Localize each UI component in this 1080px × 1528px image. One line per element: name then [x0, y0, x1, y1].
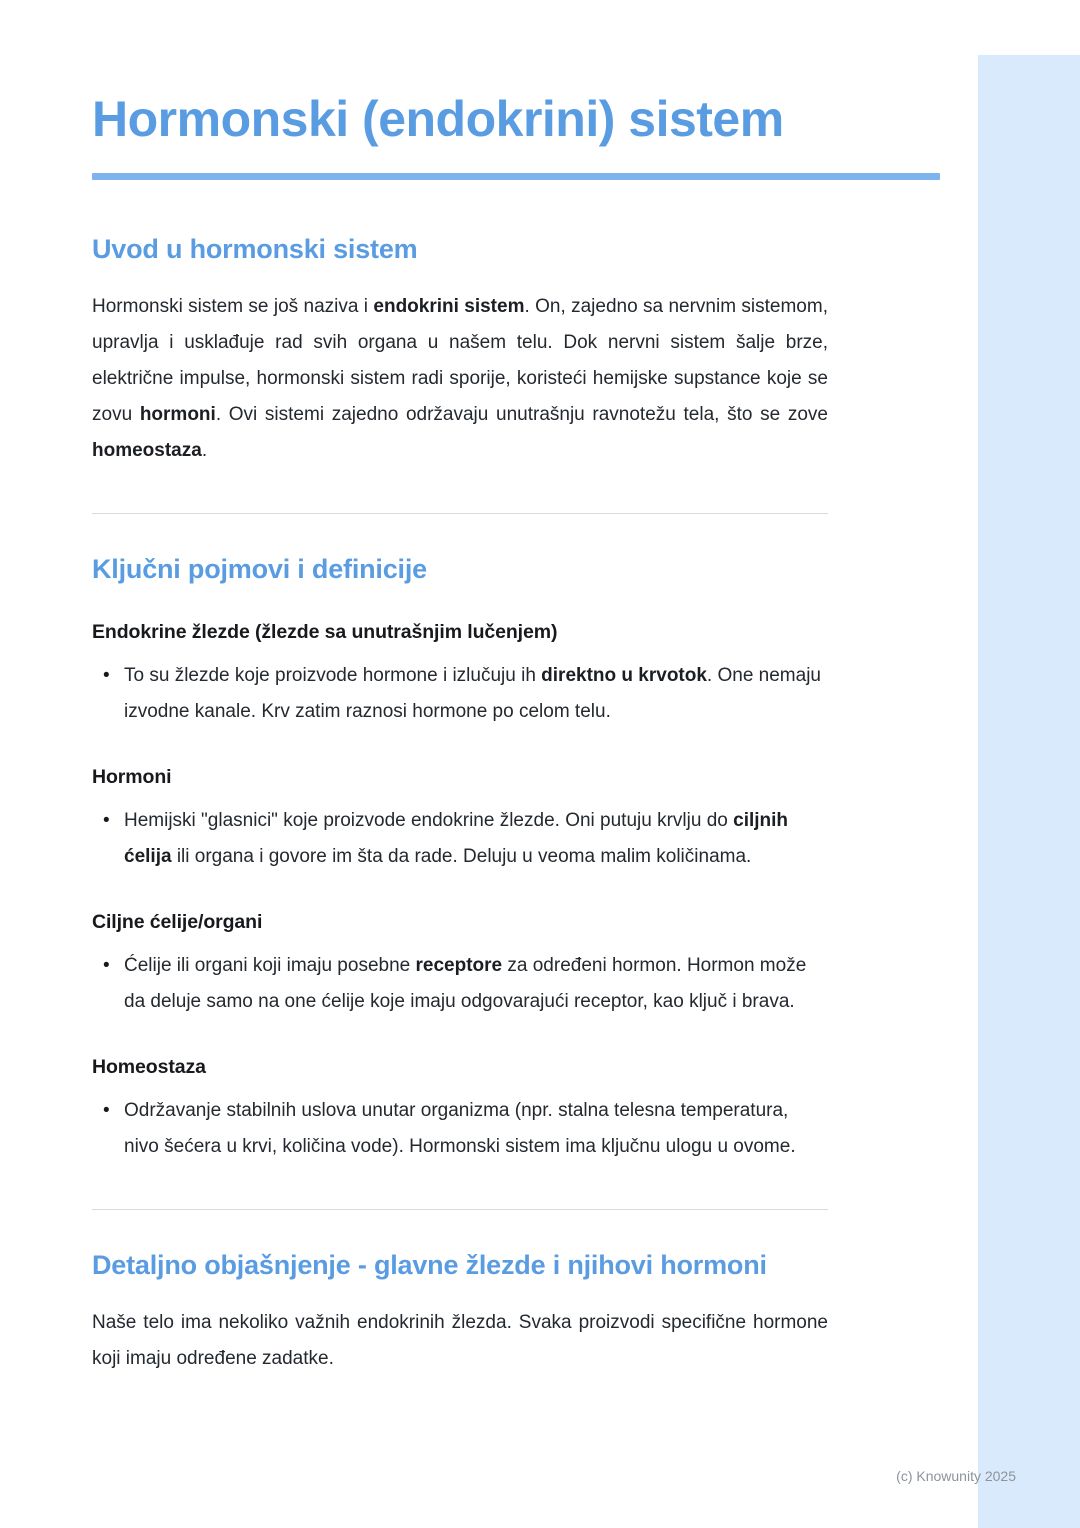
- term-heading-endokrine-zlezde: Endokrine žlezde (žlezde sa unutrašnjim lučenjem): [92, 621, 558, 643]
- definition-item: • Održavanje stabilnih uslova unutar organizma (npr. stalna telesna temperatura, nivo šećera u krvi, količina vode). Hormonski sistem ima ključnu ulogu u ovome.: [92, 1093, 828, 1165]
- title-underline: [92, 173, 940, 180]
- details-paragraph: Naše telo ima nekoliko važnih endokrinih žlezda. Svaka proizvodi specifične hormone koji imaju određene zadatke.: [92, 1312, 828, 1369]
- term-heading-hormoni: Hormoni: [92, 766, 172, 788]
- page-title: Hormonski (endokrini) sistem: [92, 91, 784, 147]
- section-divider: [92, 513, 828, 514]
- term-heading-ciljne-celije: Ciljne ćelije/organi: [92, 911, 263, 933]
- section-heading-details: Detaljno objašnjenje - glavne žlezde i njihovi hormoni: [92, 1250, 767, 1280]
- document-content: [92, 0, 828, 1377]
- definition-item: • Ćelije ili organi koji imaju posebne receptore za određeni hormon. Hormon može da deluje samo na one ćelije koje imaju odgovarajući receptor, kao ključ i brava.: [92, 948, 828, 1020]
- definition-item: • To su žlezde koje proizvode hormone i izlučuju ih direktno u krvotok. One nemaju izvodne kanale. Krv zatim raznosi hormone po celom telu.: [92, 658, 828, 730]
- section-intro: [92, 234, 828, 469]
- page-edge-strip: [978, 55, 1080, 1528]
- section-key-terms: [92, 554, 828, 1165]
- definition-list: [92, 948, 828, 1020]
- definition-list: [92, 803, 828, 875]
- section-details: [92, 1250, 828, 1377]
- definition-item: • Hemijski "glasnici" koje proizvode endokrine žlezde. Oni putuju krvlju do ciljnih ćelija ili organa i govore im šta da rade. Deluju u veoma malim količinama.: [92, 803, 828, 875]
- section-heading-intro: Uvod u hormonski sistem: [92, 234, 418, 264]
- definition-list: [92, 1093, 828, 1165]
- term-heading-homeostaza: Homeostaza: [92, 1056, 206, 1078]
- intro-paragraph: Hormonski sistem se još naziva i endokrini sistem. On, zajedno sa nervnim sistemom, upravlja i usklađuje rad svih organa u našem telu. Dok nervni sistem šalje brze, električne impulse, hormonski sistem radi sporije, koristeći hemijske supstance koje se zovu hormoni. Ovi sistemi zajedno održavaju unutrašnju ravnotežu tela, što se zove homeostaza.: [92, 296, 828, 461]
- section-divider: [92, 1209, 828, 1210]
- section-heading-key-terms: Ključni pojmovi i definicije: [92, 554, 427, 584]
- definition-list: [92, 658, 828, 730]
- footer-copyright: (c) Knowunity 2025: [896, 1468, 1016, 1484]
